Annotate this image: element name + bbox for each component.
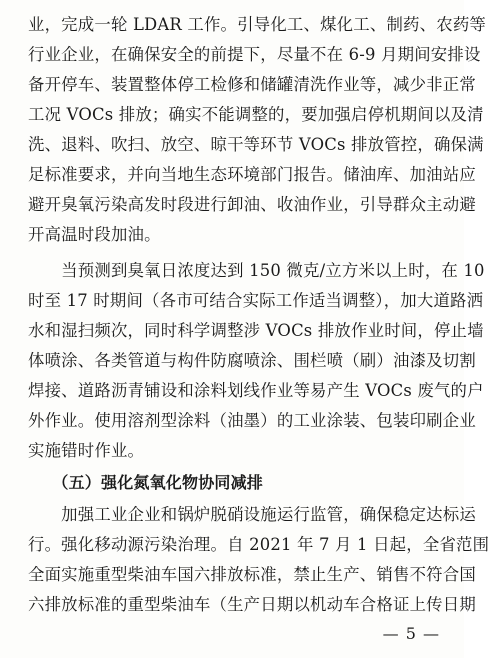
page-number: — 5 — (382, 624, 440, 643)
text-line: 实施错时作业。 (28, 441, 145, 460)
text-line: 足标准要求，并向当地生态环境部门报告。储油库、加油站应 (28, 165, 476, 184)
text-line: 工况 VOCs 排放；确实不能调整的，要加强启停机期间以及清 (28, 105, 484, 124)
text-line: 外作业。使用溶剂型涂料（油墨）的工业涂装、包装印刷企业 (28, 411, 476, 430)
text-line: 全面实施重型柴油车国六排放标准，禁止生产、销售不符合国 (28, 565, 476, 584)
section-heading: （五）强化氮氧化物协同减排 (28, 473, 264, 492)
text-line: 体喷涂、各类管道与构件防腐喷涂、围栏喷（刷）油漆及切割 (28, 351, 476, 370)
text-line: 备开停车、装置整体停工检修和储罐清洗作业等，减少非正常 (28, 75, 476, 94)
text-line: 洗、退料、吹扫、放空、晾干等环节 VOCs 排放管控，确保满 (28, 135, 484, 154)
text-line: 六排放标准的重型柴油车（生产日期以机动车合格证上传日期 (28, 595, 476, 614)
text-line: 避开臭氧污染高发时段进行卸油、收油作业，引导群众主动避 (28, 195, 476, 214)
text-line: 当预测到臭氧日浓度达到 150 微克/立方米以上时，在 10 (28, 261, 485, 280)
text-line: 加强工业企业和锅炉脱硝设施运行监管，确保稳定达标运 (28, 505, 476, 524)
text-line: 行。强化移动源污染治理。自 2021 年 7 月 1 日起，全省范围 (28, 535, 489, 554)
text-line: 时至 17 时期间（各市可结合实际工作适当调整），加大道路洒 (28, 291, 484, 310)
text-line: 焊接、道路沥青铺设和涂料划线作业等易产生 VOCs 废气的户 (28, 381, 484, 400)
text-line: 开高温时段加油。 (28, 225, 161, 244)
text-line: 水和湿扫频次，同时科学调整涉 VOCs 排放作业时间，停止墙 (28, 321, 484, 340)
text-line: 业，完成一轮 LDAR 工作。引导化工、煤化工、制药、农药等 (28, 15, 486, 34)
text-line: 行业企业，在确保安全的前提下，尽量不在 6-9 月期间安排设 (28, 45, 481, 64)
